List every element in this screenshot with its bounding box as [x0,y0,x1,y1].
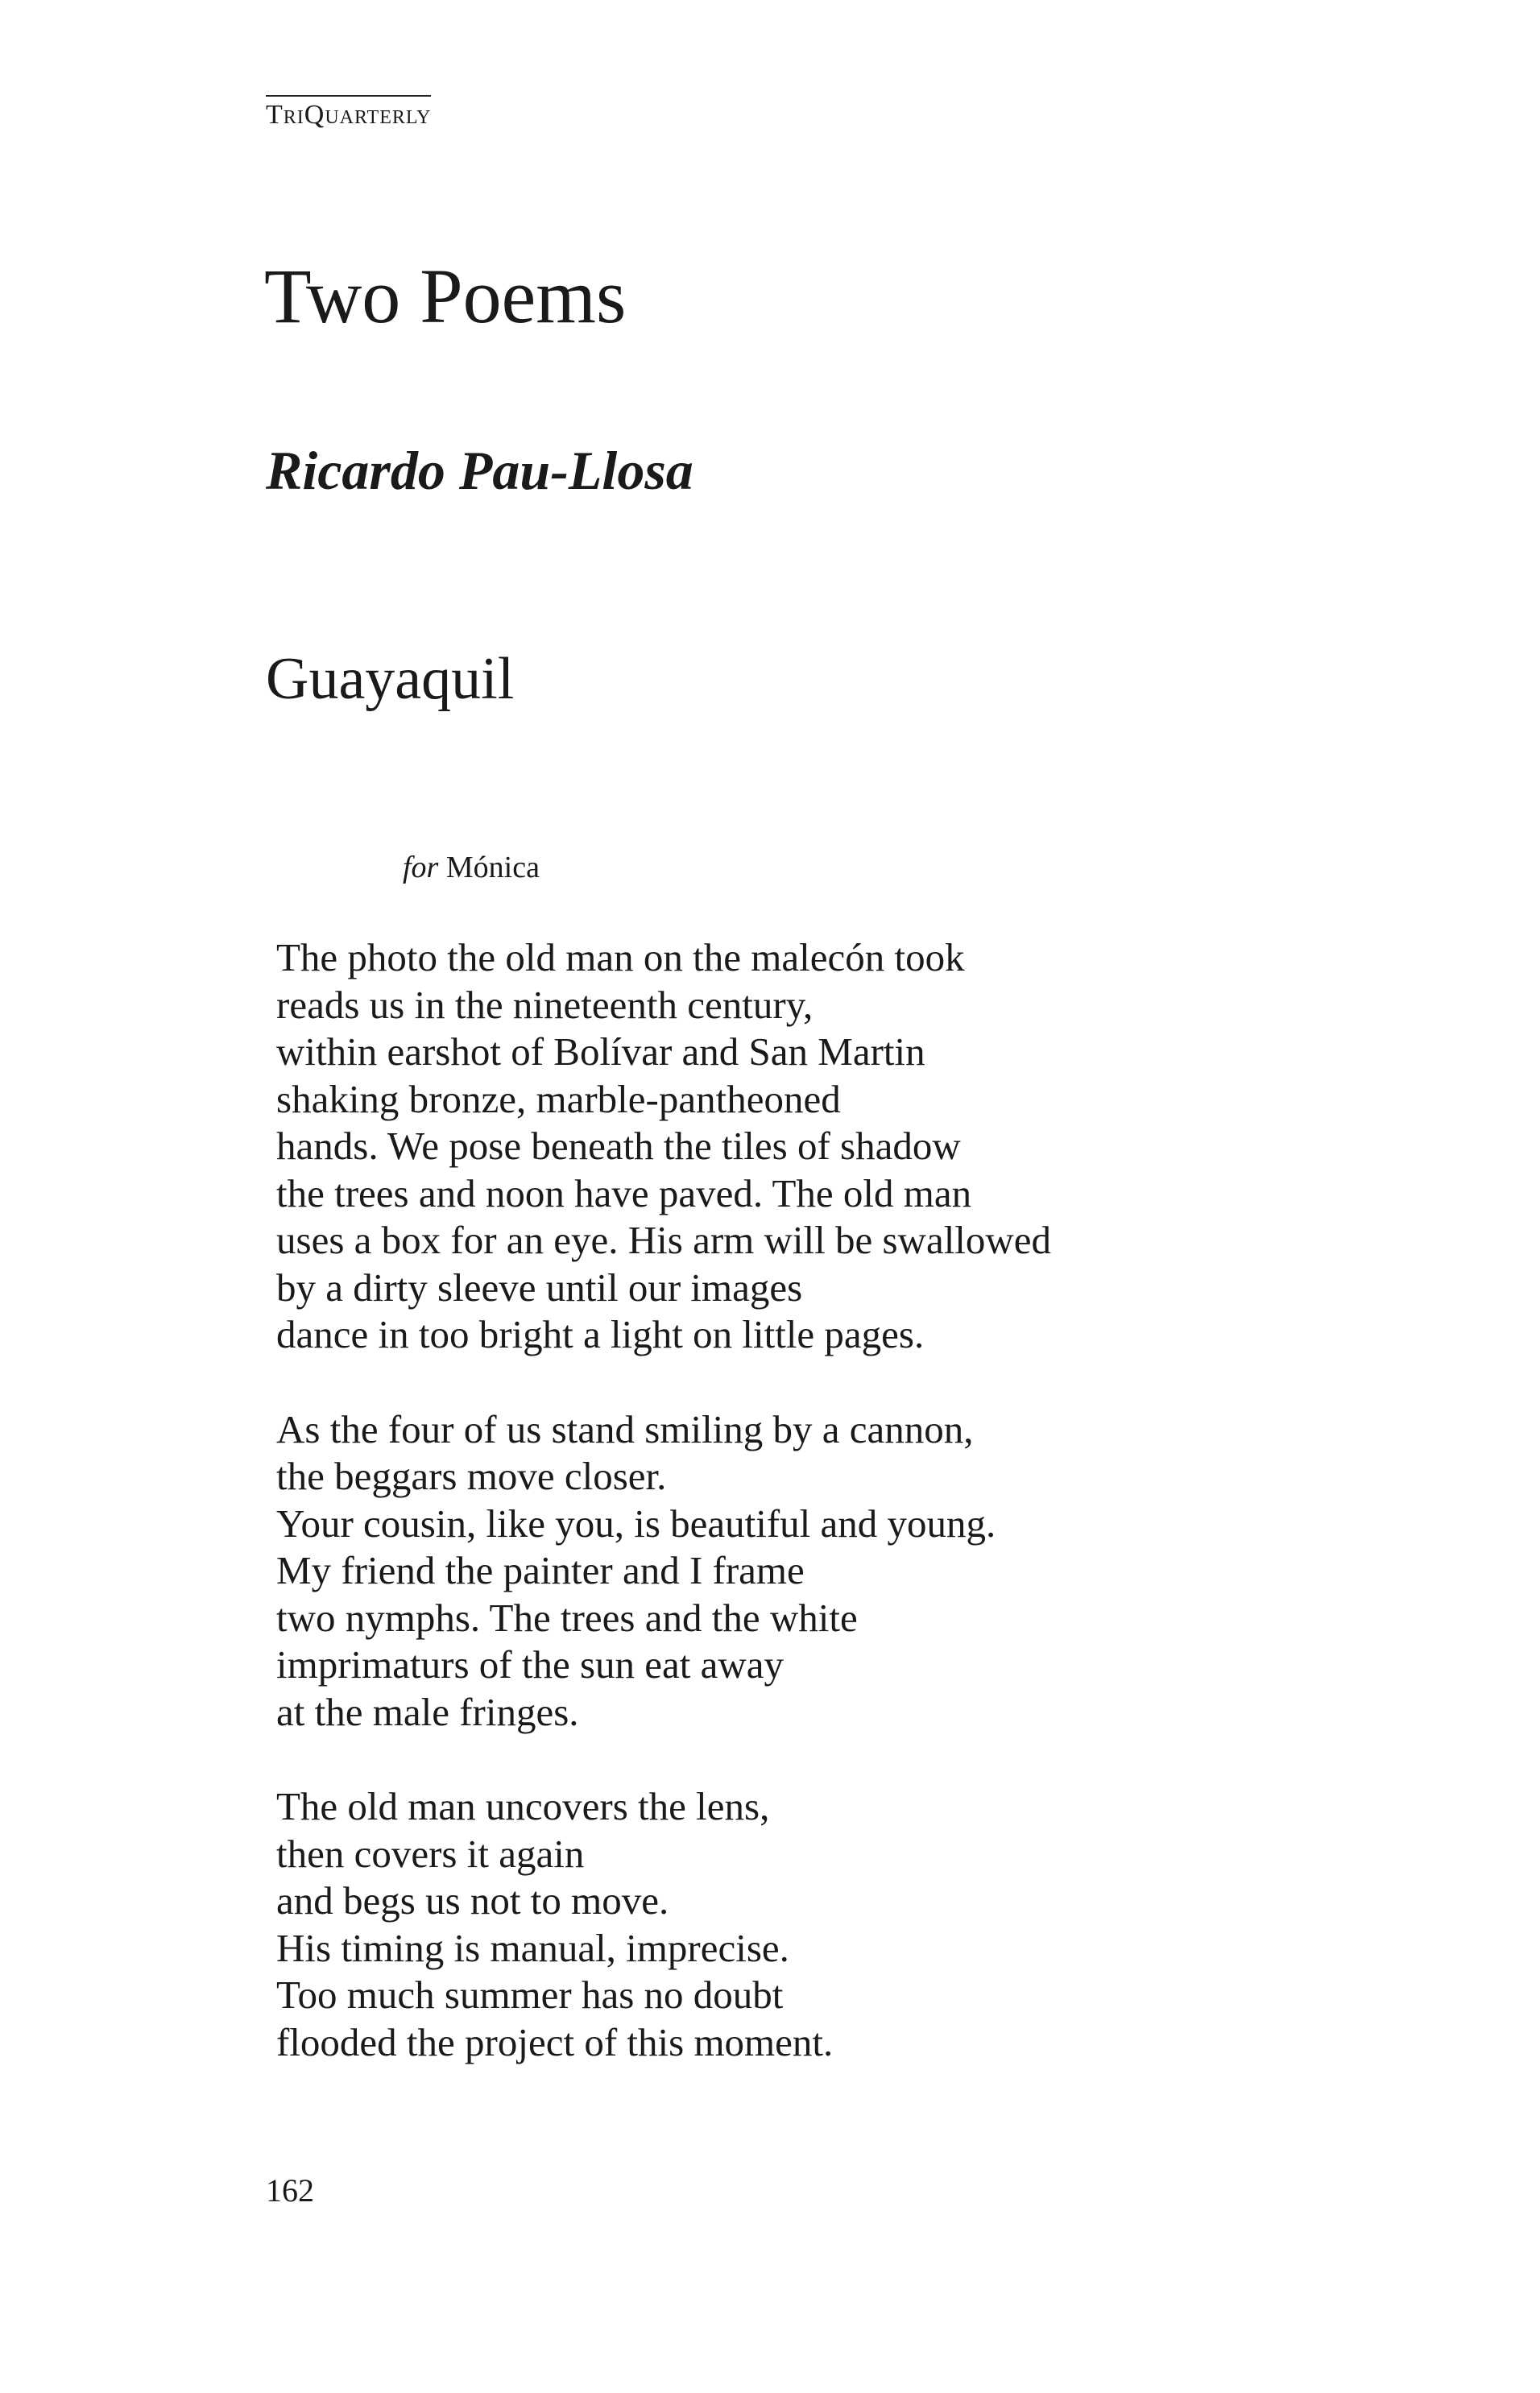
poem-line: His timing is manual, imprecise. [276,1925,789,1970]
poem-line: within earshot of Bolívar and San Martin [276,1029,925,1074]
poem-line: flooded the project of this moment. [276,2019,834,2064]
dedication-name: Mónica [445,851,540,884]
author-name: Ricardo Pau-Llosa [266,440,693,501]
poem-line: shaking bronze, marble-pantheoned [276,1076,841,1121]
poem-line: Your cousin, like you, is beautiful and young. [276,1501,996,1546]
poem-line: Too much summer has no doubt [276,1973,784,2017]
stanza-3 [276,1783,1468,2066]
page-title: Two Poems [264,253,627,339]
poem-line: then covers it again [276,1831,585,1876]
dedication-prefix: for [403,851,439,884]
poem-line: hands. We pose beneath the tiles of shadow [276,1124,961,1168]
poem-dedication [403,852,540,883]
running-head: TriQuarterly [266,95,431,130]
poem-line: the beggars move closer. [276,1454,667,1498]
poem-line: uses a box for an eye. His arm will be swallowed [276,1218,1052,1262]
poem-line: the trees and noon have paved. The old man [276,1170,972,1215]
poem-line: reads us in the nineteenth century, [276,982,813,1027]
poem-body [276,934,1468,2114]
stanza-1 [276,934,1468,1359]
poem-line: My friend the painter and I frame [276,1548,805,1592]
stanza-2 [276,1406,1468,1737]
poem-line: The old man uncovers the lens, [276,1784,770,1828]
poem-line: at the male fringes. [276,1689,579,1734]
poem-line: The photo the old man on the malecón took [276,935,965,979]
poem-title: Guayaquil [266,646,515,712]
poem-line: by a dirty sleeve until our images [276,1265,803,1310]
poem-line: dance in too bright a light on little pages. [276,1312,925,1356]
poem-line: two nymphs. The trees and the white [276,1595,858,1640]
poem-line: As the four of us stand smiling by a cannon, [276,1406,974,1451]
poem-line: and begs us not to move. [276,1878,669,1923]
page-number: 162 [266,2172,314,2209]
poem-line: imprimaturs of the sun eat away [276,1642,784,1687]
